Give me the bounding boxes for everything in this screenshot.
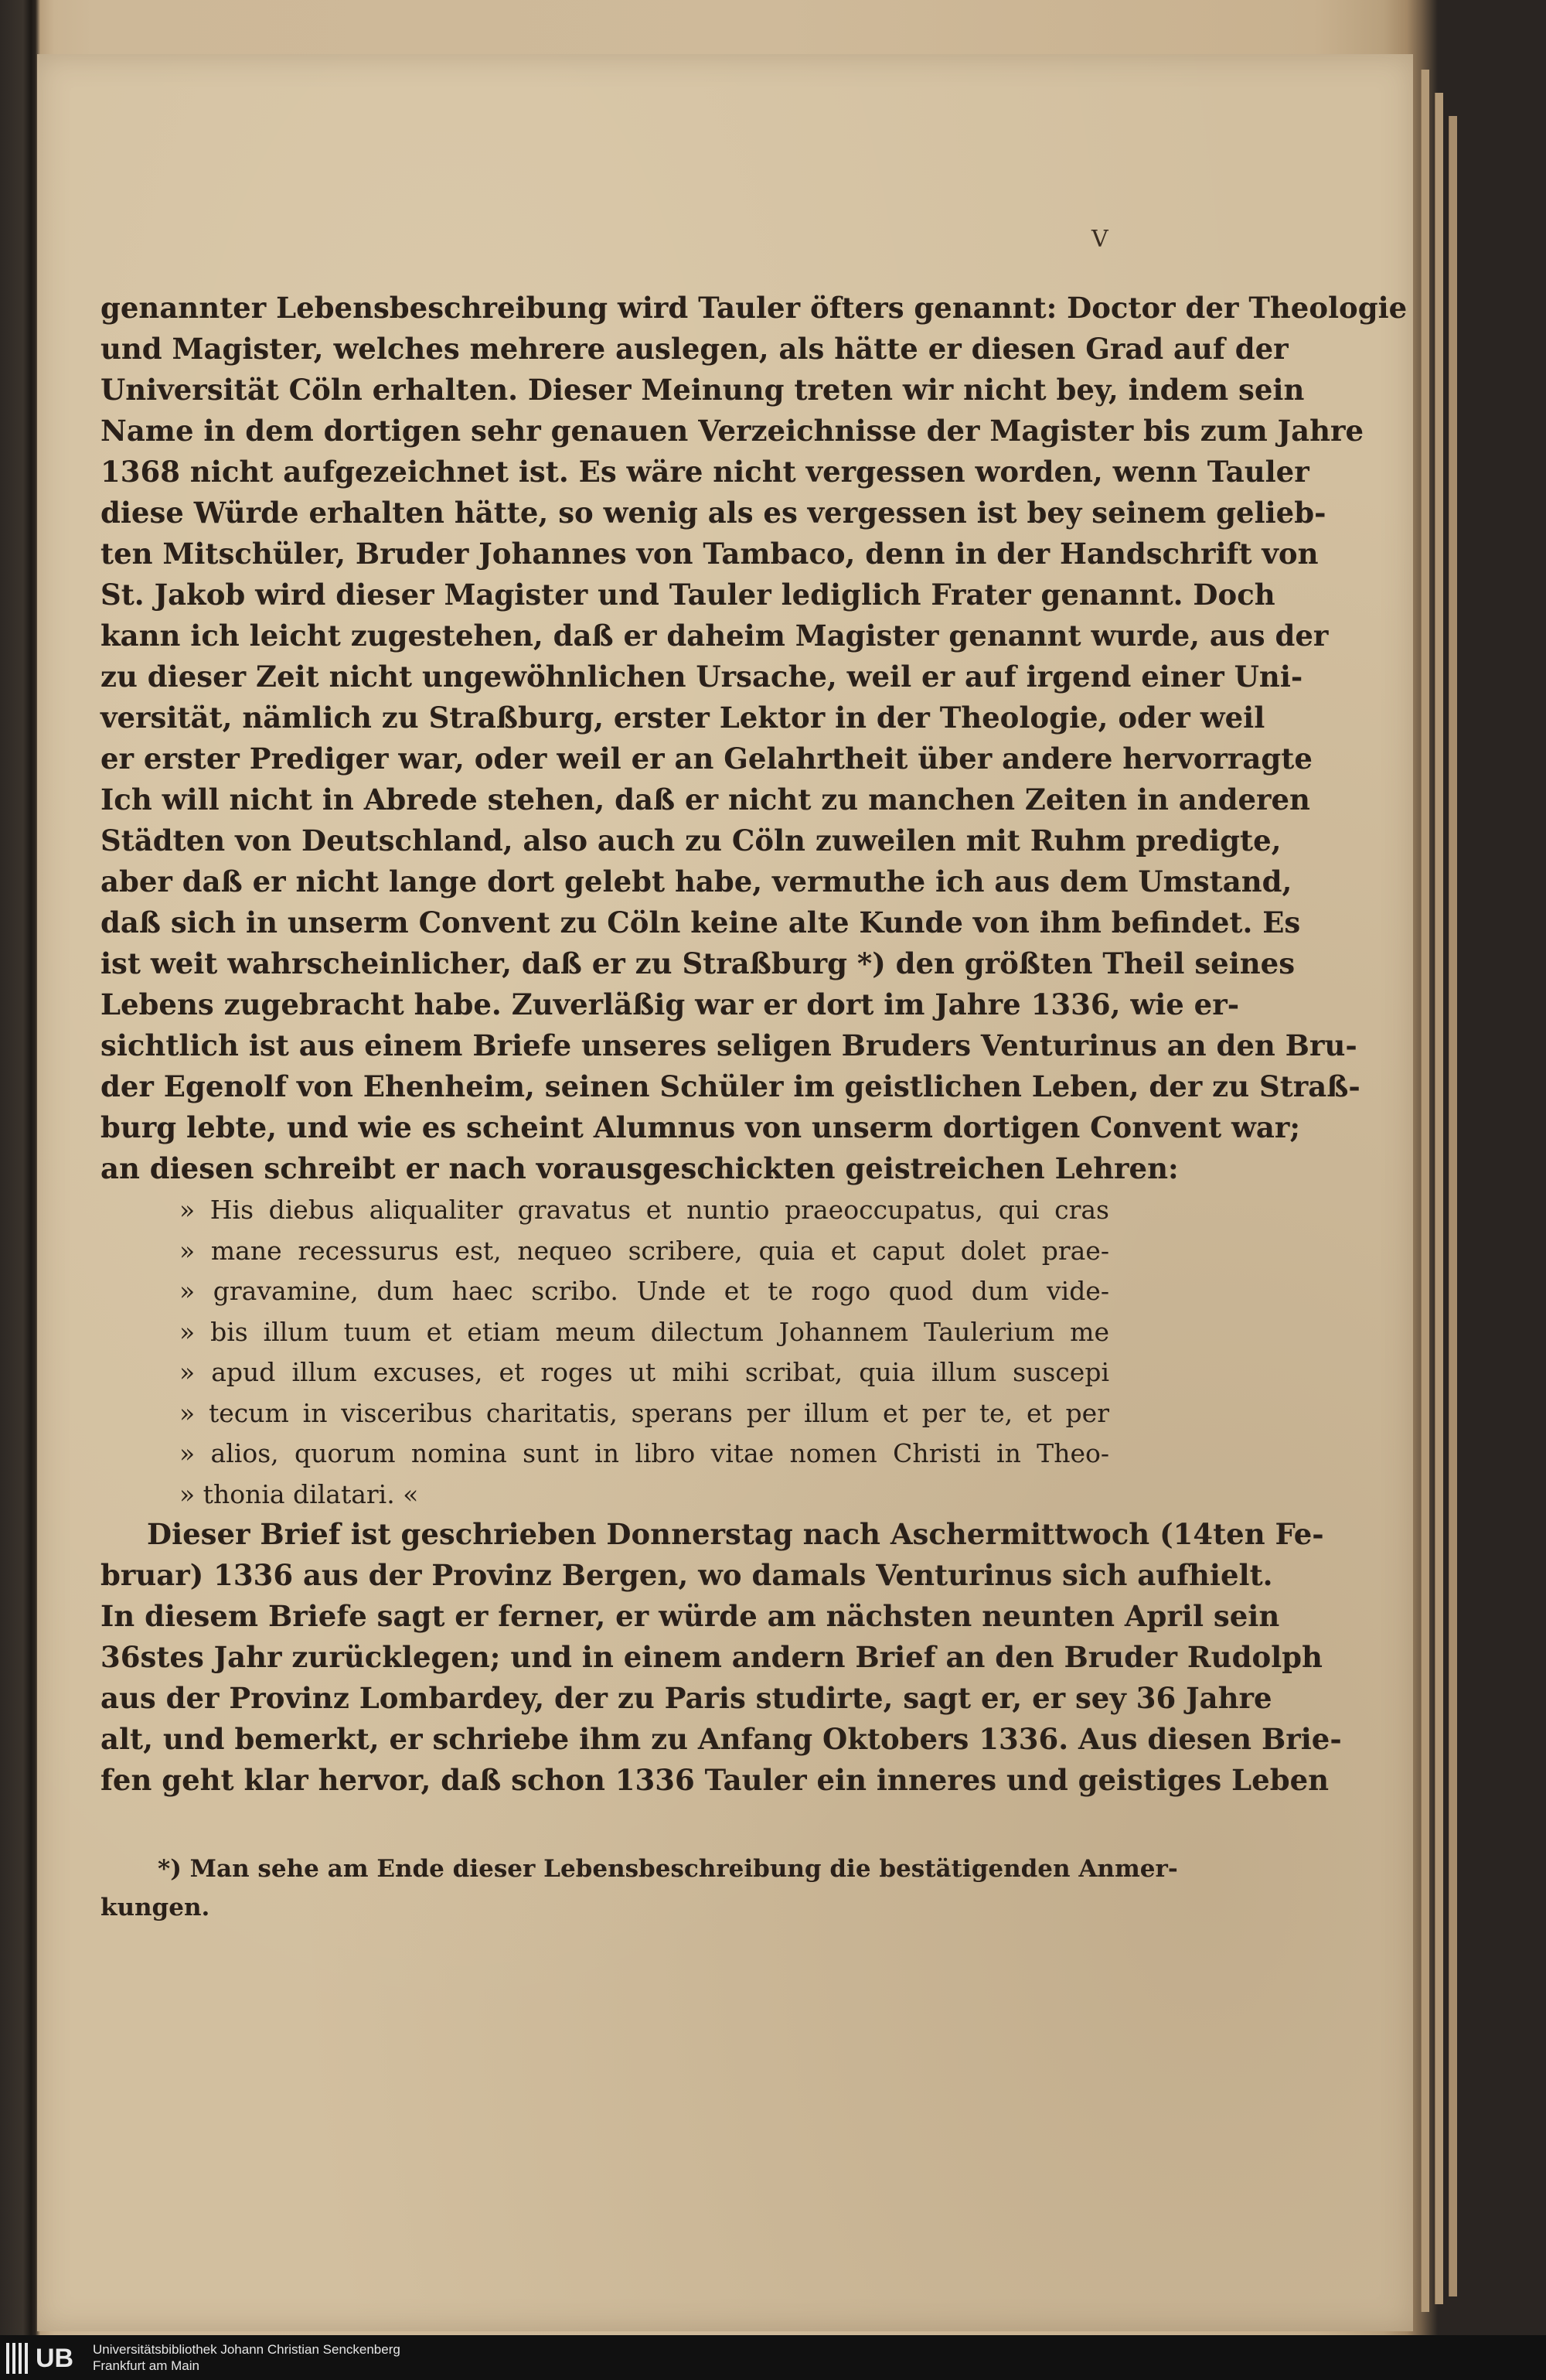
text-line: 1368 nicht aufgezeichnet ist. Es wäre nicht vergessen worden, wenn Tauler [100,455,1309,489]
page-number: V [1091,226,1108,253]
text-line: ist weit wahrscheinlicher, daß er zu Straßburg *) den größten Theil seines [100,946,1296,980]
text-line: der Egenolf von Ehenheim, seinen Schüler im geistlichen Leben, der zu Straß- [100,1069,1360,1103]
library-logo [6,2341,77,2375]
text-line: aber daß er nicht lange dort gelebt habe, vermuthe ich aus dem Umstand, [100,864,1292,898]
text-line: er erster Prediger war, oder weil er an Gelahrtheit über andere hervorragte [100,742,1313,776]
text-line: Name in dem dortigen sehr genauen Verzeichnisse der Magister bis zum Jahre [100,414,1364,448]
text-line: daß sich in unserm Convent zu Cöln keine alte Kunde von ihm befindet. Es [100,905,1301,939]
text-line: burg lebte, und wie es scheint Alumnus von unserm dortigen Convent war; [100,1110,1301,1144]
text-line: an diesen schreibt er nach vorausgeschickten geistreichen Lehren: [100,1151,1179,1185]
text-line: Universität Cöln erhalten. Dieser Meinung treten wir nicht bey, indem sein [100,373,1305,407]
quote-line: » alios, quorum nomina sunt in libro vitae nomen Christi in Theo- [179,1438,1109,1468]
quote-line: » tecum in visceribus charitatis, sperans per illum et per te, et per [179,1397,1109,1428]
footer-credit [93,2341,400,2374]
main-text [100,288,1408,1801]
text-line: sichtlich ist aus einem Briefe unseres seligen Bruders Venturinus an den Bru- [100,1028,1357,1062]
page-edge [1421,70,1429,2312]
quote-line: » mane recessurus est, nequeo scribere, quia et caput dolet prae- [179,1235,1109,1266]
text-line: alt, und bemerkt, er schriebe ihm zu Anfang Oktobers 1336. Aus diesen Brie- [100,1722,1342,1756]
text-line: versität, nämlich zu Straßburg, erster Lektor in der Theologie, oder weil [100,701,1265,735]
text-line: Ich will nicht in Abrede stehen, daß er nicht zu manchen Zeiten in anderen [100,783,1310,817]
text-line: und Magister, welches mehrere auslegen, als hätte er diesen Grad auf der [100,332,1289,366]
page-edge [1435,93,1443,2304]
text-line: ten Mitschüler, Bruder Johannes von Tambaco, denn in der Handschrift von [100,537,1319,571]
text-line: genannter Lebensbeschreibung wird Tauler öfters genannt: Doctor der Theologie [100,291,1408,325]
text-line: aus der Provinz Lombardey, der zu Paris studirte, sagt er, er sey 36 Jahre [100,1681,1272,1715]
footer-city: Frankfurt am Main [93,2358,199,2373]
text-line: In diesem Briefe sagt er ferner, er würde am nächsten neunten April sein [100,1599,1280,1633]
text-line: Städten von Deutschland, also auch zu Cöln zuweilen mit Ruhm predigte, [100,823,1282,858]
footnote-line: kungen. [100,1894,210,1921]
text-line: Lebens zugebracht habe. Zuverläßig war er dort im Jahre 1336, wie er- [100,987,1240,1021]
text-line: kann ich leicht zugestehen, daß er daheim Magister genannt wurde, aus der [100,619,1329,653]
text-line: Dieser Brief ist geschrieben Donnerstag nach Aschermittwoch (14ten Fe- [147,1517,1324,1551]
library-logo-icon [6,2343,29,2374]
page-edge [1449,116,1457,2296]
footnote-line: *) Man sehe am Ende dieser Lebensbeschreibung die bestätigenden Anmer- [158,1855,1178,1883]
quote-line: » gravamine, dum haec scribo. Unde et te rogo quod dum vide- [179,1276,1109,1306]
quote-line: » thonia dilatari. « [179,1478,419,1509]
text-line: diese Würde erhalten hätte, so wenig als es vergessen ist bey seinem gelieb- [100,496,1326,530]
text-line: St. Jakob wird dieser Magister und Tauler lediglich Frater genannt. Doch [100,578,1275,612]
library-logo-text: UB [36,2343,74,2373]
quote-line: » bis illum tuum et etiam meum dilectum Johannem Taulerium me [179,1316,1109,1347]
text-line: bruar) 1336 aus der Provinz Bergen, wo damals Venturinus sich aufhielt. [100,1558,1273,1592]
footnote [100,1850,1178,1927]
text-line: zu dieser Zeit nicht ungewöhnlichen Ursache, weil er auf irgend einer Uni- [100,660,1303,694]
text-line: 36stes Jahr zurücklegen; und in einem andern Brief an den Bruder Rudolph [100,1640,1323,1674]
text-line: fen geht klar hervor, daß schon 1336 Tauler ein inneres und geistiges Leben [100,1763,1330,1797]
footer-institution: Universitätsbibliothek Johann Christian Senckenberg [93,2342,400,2357]
quote-line: » His diebus aliqualiter gravatus et nuntio praeoccupatus, qui cras [179,1195,1109,1225]
quote-line: » apud illum excuses, et roges ut mihi scribat, quia illum suscepi [179,1357,1109,1387]
